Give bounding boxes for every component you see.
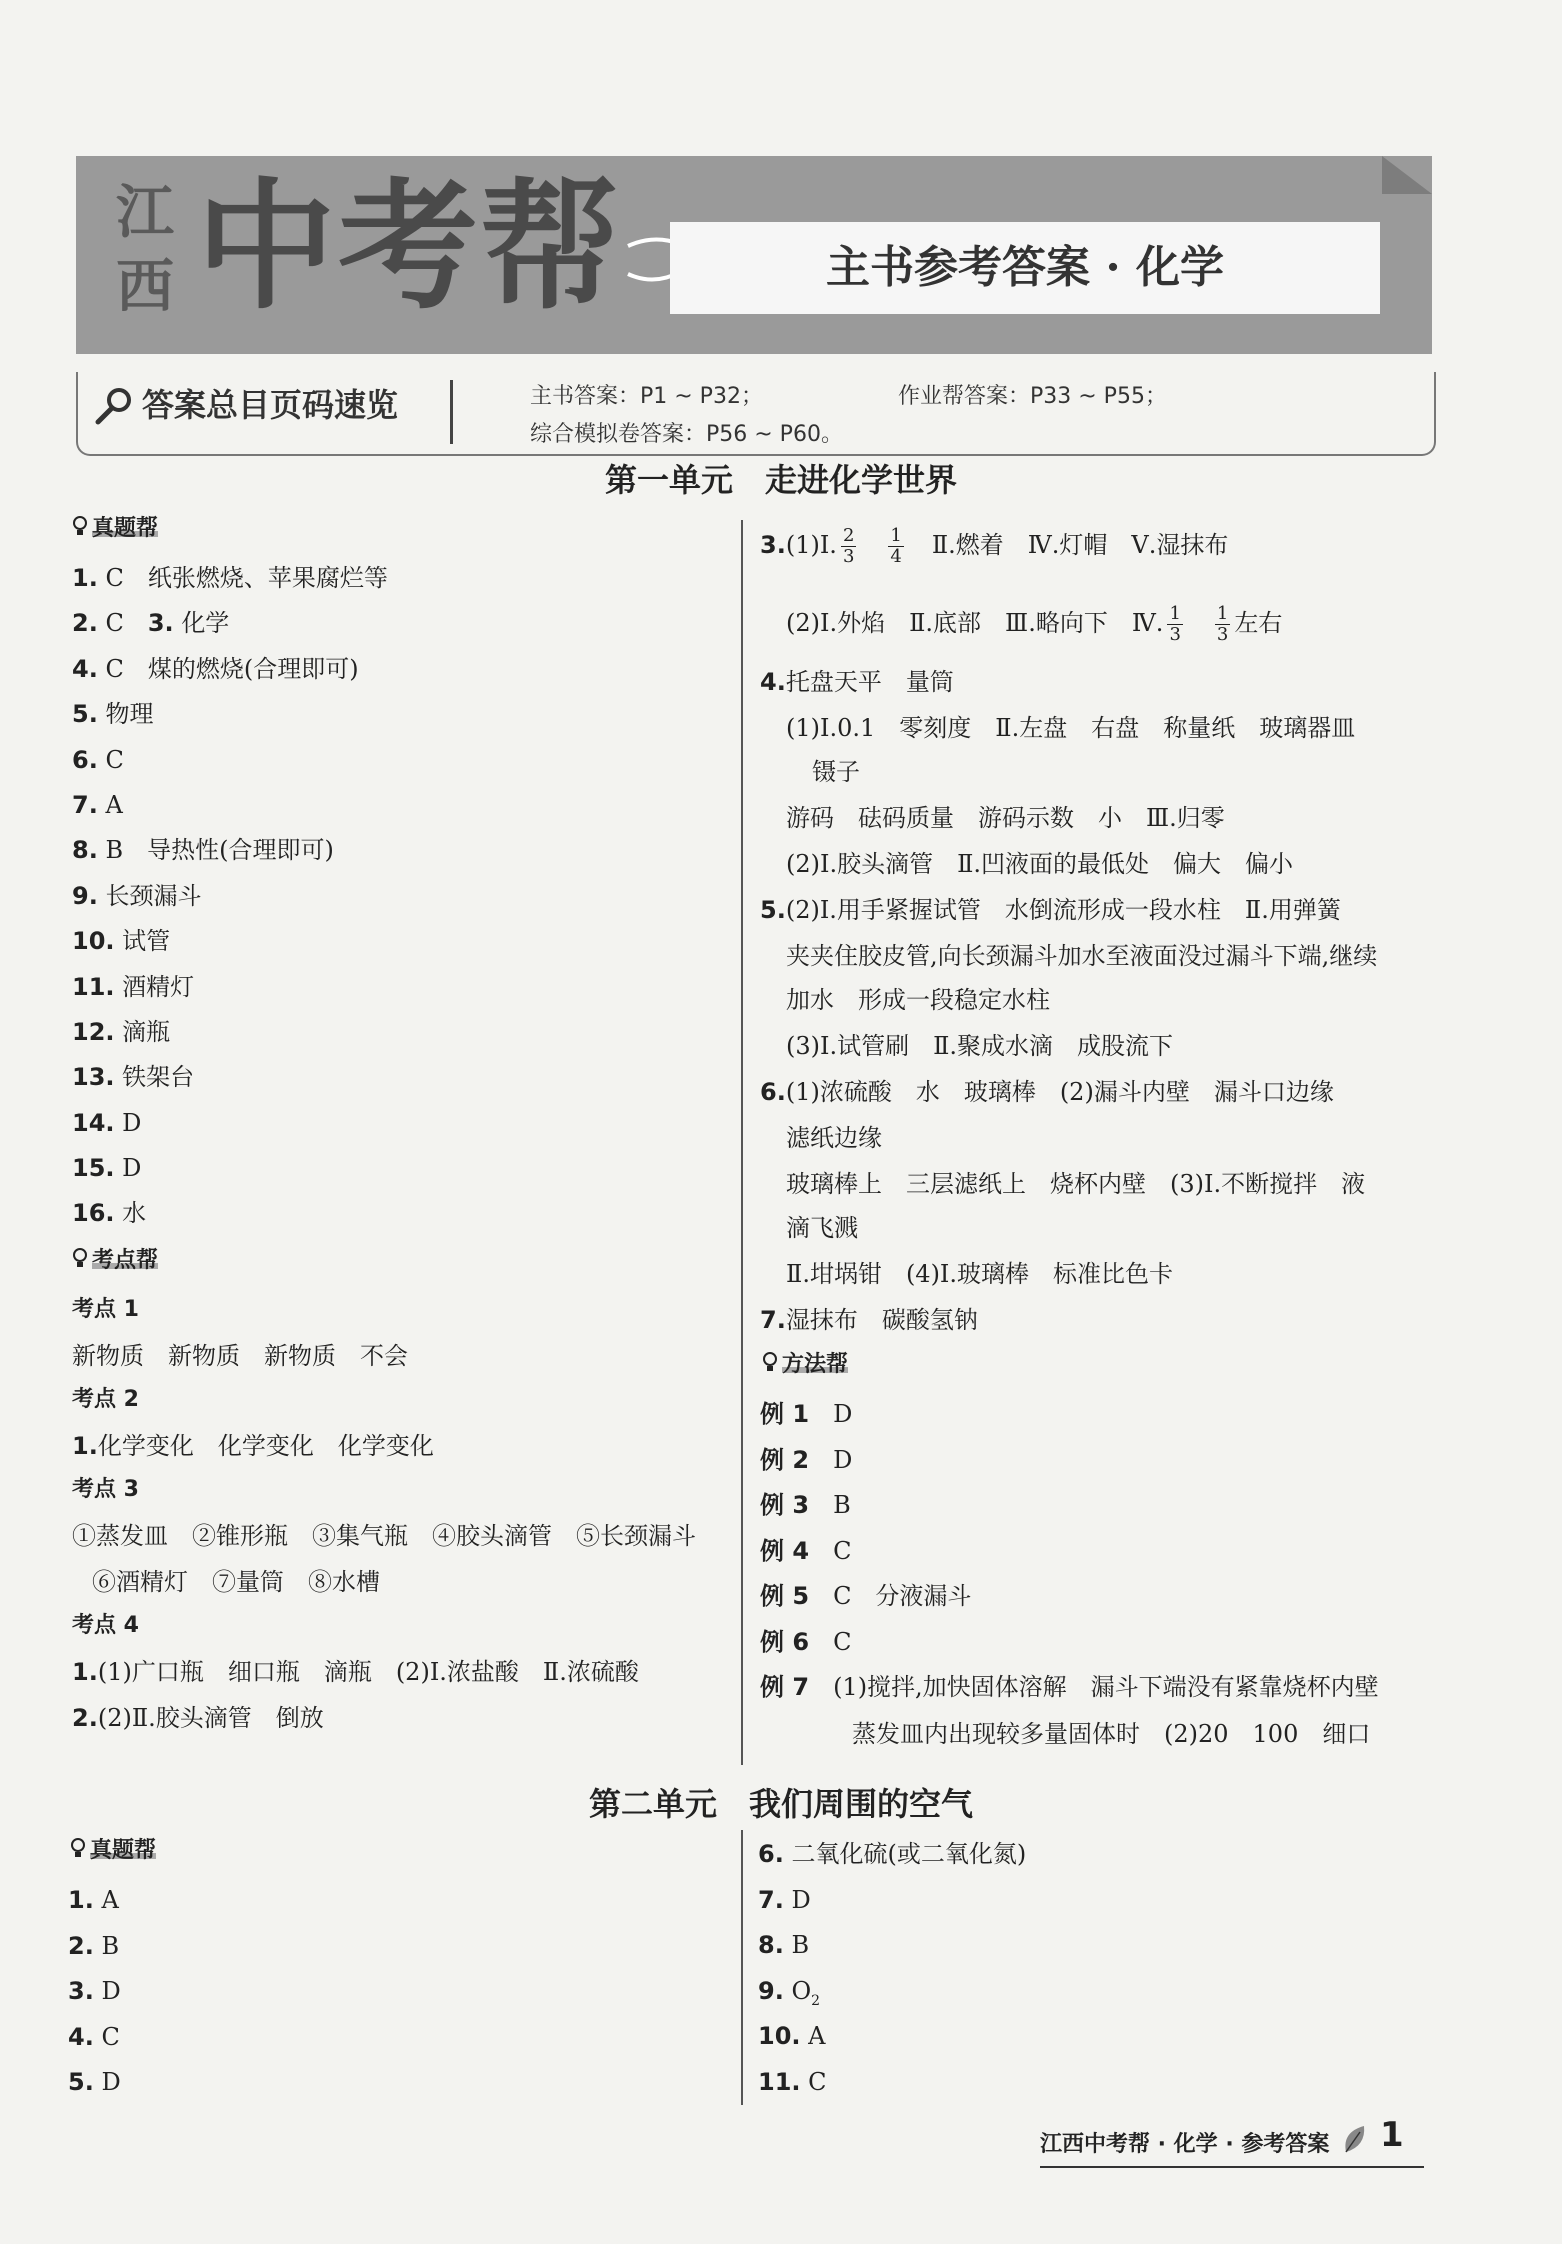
list-item: 1. C 纸张燃烧、苹果腐烂等 [72, 564, 388, 592]
index-homework: 作业帮答案：P33 ~ P55； [898, 384, 1167, 409]
kaodian-1-answer: 新物质 新物质 新物质 不会 [72, 1342, 408, 1370]
list-item: 4. C 煤的燃烧(合理即可) [72, 654, 359, 683]
kaodian-4-answer-2: 2.(2)Ⅱ.胶头滴管 倒放 [72, 1704, 324, 1732]
unit2-answers-right [758, 1838, 1026, 2111]
province-label [110, 175, 180, 323]
example-row: 例 3 B [760, 1491, 851, 1519]
question-4-line: (1)Ⅰ.0.1 零刻度 Ⅱ.左盘 右盘 称量纸 玻璃器皿 [786, 714, 1356, 742]
lightbulb-icon [72, 516, 88, 538]
index-main-book: 主书答案：P1 ~ P32； [530, 384, 763, 409]
section-label: 真题帮 [90, 1838, 157, 1863]
list-item: 5. D [68, 2068, 121, 2096]
list-item: 2. C 3. 化学 [72, 609, 230, 638]
index-divider [450, 380, 453, 444]
question-5-line: 夹夹住胶皮管,向长颈漏斗加水至液面没过漏斗下端,继续 [786, 942, 1378, 970]
question-3-part-2: (2)Ⅰ.外焰 Ⅱ.底部 Ⅲ.略向下 Ⅳ. $\frac{1}{3}$ $\frac{1}{3}$ 左右 [786, 603, 1283, 645]
list-item: 6. 二氧化硫(或二氧化氮) [758, 1840, 1027, 1868]
lightbulb-icon [762, 1352, 778, 1374]
section-label: 考点帮 [92, 1248, 159, 1273]
unit2-answers-left [68, 1884, 121, 2112]
list-item: 6. C [72, 745, 124, 774]
kaodian-4-answer-1: 1.(1)广口瓶 细口瓶 滴瓶 (2)Ⅰ.浓盐酸 Ⅱ.浓硫酸 [72, 1658, 639, 1686]
question-4-line: (2)Ⅰ.胶头滴管 Ⅱ.凹液面的最低处 偏大 偏小 [786, 850, 1294, 878]
list-item: 12. 滴瓶 [72, 1017, 171, 1046]
question-4-line: 4.托盘天平 量筒 [760, 668, 954, 696]
brand-title: 中考帮 [196, 166, 623, 329]
list-item: 8. B [758, 1931, 810, 1959]
question-6-line: 6.(1)浓硫酸 水 玻璃棒 (2)漏斗内壁 漏斗口边缘 [760, 1078, 1334, 1106]
list-item: 14. D [72, 1108, 142, 1137]
lightbulb-icon [70, 1838, 86, 1860]
list-item: 9. $O_2$ [758, 1976, 821, 2009]
question-7-line: 7.湿抹布 碳酸氢钠 [760, 1306, 978, 1334]
search-icon [92, 384, 136, 428]
subscript: 2 [811, 1992, 821, 2009]
list-item: 11. 酒精灯 [72, 972, 195, 1001]
question-6-line: 滴飞溅 [786, 1214, 858, 1242]
index-title: 答案总目页码速览 [142, 386, 399, 424]
list-item: 7. A [72, 790, 123, 819]
section-heading-kaodian [72, 1246, 158, 1276]
section-label: 真题帮 [92, 516, 159, 541]
footer-title: 江西中考帮 · 化学 · 参考答案 [1040, 2132, 1330, 2157]
question-3-part-1: 3.(1)Ⅰ. $\frac{2}{3}$ $\frac{1}{4}$ Ⅱ.燃着 Ⅳ.灯帽 Ⅴ.湿抹布 [760, 525, 1229, 567]
example-row: 例 7 (1)搅拌,加快固体溶解 漏斗下端没有紧靠烧杯内壁 [760, 1673, 1379, 1701]
list-item: 1. A [68, 1886, 119, 1914]
fraction: $\frac{2}{3}$ [842, 525, 855, 567]
question-6-line: 滤纸边缘 [786, 1124, 882, 1152]
list-item: 10. 试管 [72, 927, 171, 956]
example-row: 例 6 C [760, 1627, 852, 1656]
section-heading-fangfa [762, 1350, 848, 1380]
question-5-line: (3)Ⅰ.试管刷 Ⅱ.聚成水滴 成股流下 [786, 1032, 1174, 1060]
question-5-line: 5.(2)Ⅰ.用手紧握试管 水倒流形成一段水柱 Ⅱ.用弹簧 [760, 896, 1341, 924]
zhenti-answers-left [72, 562, 388, 1243]
province-char-1: 江 [115, 178, 174, 246]
section-heading-zhenti [72, 514, 158, 544]
list-item: 5. 物理 [72, 700, 154, 729]
list-item: 7. D [758, 1885, 811, 1914]
list-item: 11. C [758, 2067, 827, 2096]
fraction: $\frac{1}{4}$ [890, 525, 902, 567]
unit-2-title: 第二单元 我们周围的空气 [588, 1785, 973, 1823]
question-4-line: 镊子 [812, 758, 860, 786]
lightbulb-icon [72, 1248, 88, 1270]
leaf-icon [1340, 2122, 1370, 2156]
list-item: 8. B 导热性(合理即可) [72, 836, 334, 865]
kaodian-4-label: 考点 4 [72, 1613, 139, 1638]
kaodian-3-label: 考点 3 [72, 1477, 139, 1502]
example-row: 例 2 D [760, 1445, 853, 1474]
list-item: 2. B [68, 1931, 120, 1960]
page-number: 1 [1380, 2115, 1404, 2155]
question-5-line: 加水 形成一段稳定水柱 [786, 986, 1050, 1014]
fraction: $\frac{1}{3}$ [1216, 603, 1229, 645]
unit-1-title: 第一单元 走进化学世界 [604, 461, 957, 499]
list-item: 13. 铁架台 [72, 1063, 195, 1092]
example-7-cont: 蒸发皿内出现较多量固体时 (2)20 100 细口 [852, 1720, 1371, 1748]
section-heading-zhenti [70, 1836, 156, 1866]
question-4-line: 游码 砝码质量 游码示数 小 Ⅲ.归零 [786, 804, 1225, 832]
kaodian-3-answer-cont: ⑥酒精灯 ⑦量筒 ⑧水槽 [92, 1568, 380, 1596]
list-item: 16. 水 [72, 1199, 147, 1228]
kaodian-3-answer: ①蒸发皿 ②锥形瓶 ③集气瓶 ④胶头滴管 ⑤长颈漏斗 [72, 1522, 696, 1550]
example-row: 例 1 D [760, 1400, 853, 1428]
column-divider [741, 520, 743, 1765]
list-item: 4. C [68, 2022, 120, 2051]
section-label: 方法帮 [782, 1352, 849, 1377]
fraction: $\frac{1}{3}$ [1169, 603, 1181, 645]
list-item: 3. D [68, 1977, 121, 2005]
column-divider [741, 1830, 743, 2105]
list-item: 9. 长颈漏斗 [72, 881, 202, 910]
subtitle: 主书参考答案 · 化学 [826, 242, 1224, 293]
footer-rule [1040, 2166, 1424, 2168]
question-6-line: Ⅱ.坩埚钳 (4)Ⅰ.玻璃棒 标准比色卡 [786, 1260, 1174, 1288]
index-mock: 综合模拟卷答案：P56 ~ P60。 [530, 422, 843, 447]
kaodian-2-label: 考点 2 [72, 1387, 139, 1412]
question-6-line: 玻璃棒上 三层滤纸上 烧杯内壁 (3)Ⅰ.不断搅拌 液 [786, 1170, 1366, 1198]
province-char-2: 西 [115, 252, 174, 320]
fangfa-examples [760, 1398, 1379, 1717]
kaodian-1-label: 考点 1 [72, 1297, 139, 1322]
example-row: 例 4 C [760, 1536, 852, 1565]
list-item: 15. D [72, 1154, 142, 1183]
list-item: 10. A [758, 2022, 826, 2050]
example-row: 例 5 C 分液漏斗 [760, 1582, 972, 1610]
kaodian-2-answer: 1.化学变化 化学变化 化学变化 [72, 1432, 434, 1460]
